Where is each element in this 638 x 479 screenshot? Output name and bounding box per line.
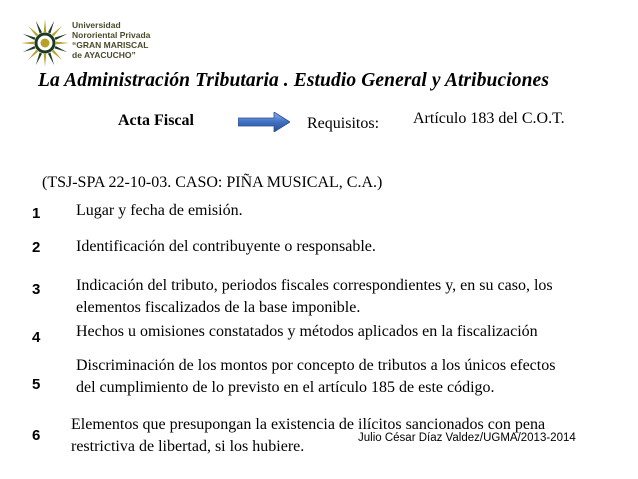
item-text-3-line-1: Indicación del tributo, periodos fiscales correspondientes y, en su caso, los xyxy=(76,277,553,294)
item-number-6: 6 xyxy=(32,427,41,444)
item-number-1: 1 xyxy=(32,205,41,222)
item-text-3-line-2: elementos fiscalizados de la base imponible. xyxy=(76,299,361,316)
item-text-5-line-2: del cumplimiento de lo previsto en el artículo 185 de este código. xyxy=(76,379,495,396)
item-text-1: Lugar y fecha de emisión. xyxy=(76,202,243,219)
item-number-5: 5 xyxy=(32,376,41,393)
item-number-3: 3 xyxy=(32,281,41,298)
acta-fiscal-label: Acta Fiscal xyxy=(118,112,194,129)
logo-line-1: Universidad xyxy=(72,20,121,30)
page-title: La Administración Tributaria . Estudio General y Atribuciones xyxy=(38,70,550,91)
item-text-5-line-1: Discriminación de los montos por concepto de tributos a los únicos efectos xyxy=(76,357,556,374)
author-footer: Julio César Díaz Valdez/UGMA/2013-2014 xyxy=(358,432,576,444)
university-name xyxy=(72,20,192,60)
item-number-4: 4 xyxy=(32,329,41,346)
item-number-2: 2 xyxy=(32,239,41,256)
item-text-2: Identificación del contribuyente o responsable. xyxy=(76,238,376,255)
logo-line-3: “GRAN MARISCAL xyxy=(72,40,149,50)
case-reference: (TSJ-SPA 22-10-03. CASO: PIÑA MUSICAL, C.A.) xyxy=(42,174,383,191)
logo-line-4: de AYACUCHO” xyxy=(72,50,136,60)
articulo-label: Artículo 183 del C.O.T. xyxy=(413,110,565,127)
university-logo-icon xyxy=(20,18,70,68)
item-text-4: Hechos u omisiones constatados y métodos aplicados en la fiscalización xyxy=(76,323,538,340)
logo-line-2: Nororiental Privada xyxy=(72,30,151,40)
right-arrow-icon xyxy=(238,112,290,132)
requisitos-label: Requisitos: xyxy=(307,115,380,132)
item-text-6-line-1: Elementos que presupongan la existencia de ilícitos sancionados con pena xyxy=(71,416,546,433)
item-text-6-line-2: restrictiva de libertad, si los hubiere. xyxy=(71,438,305,455)
